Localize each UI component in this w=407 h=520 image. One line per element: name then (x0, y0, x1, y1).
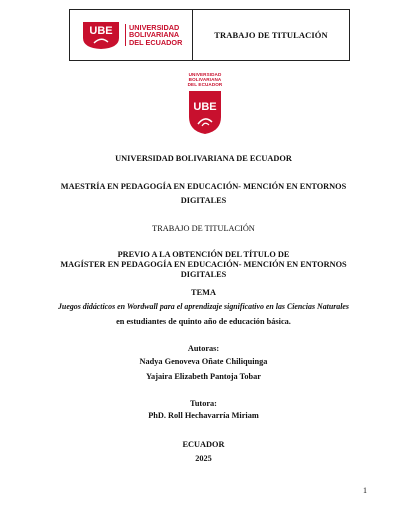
university-seal (185, 73, 225, 141)
year: 2025 (195, 454, 212, 463)
page-header (69, 9, 350, 61)
country: ECUADOR (182, 440, 225, 449)
page-number: 1 (363, 486, 367, 495)
topic-line-2: en estudiantes de quinto año de educación básica. (116, 317, 291, 326)
topic-label: TEMA (191, 288, 216, 297)
svg-text:UBE: UBE (89, 25, 113, 37)
header-logo-line: UNIVERSIDAD (129, 23, 180, 33)
seal-line: UNIVERSIDAD (188, 72, 222, 77)
seal-line: BOLIVARIANA (188, 76, 222, 82)
tutor-name: PhD. Roll Hechavarría Miriam (148, 411, 259, 420)
degree-line-2: MAGÍSTER EN PEDAGOGÍA EN EDUCACIÓN- MENCIÓN EN ENTORNOS (60, 260, 347, 269)
header-title: TRABAJO DE TITULACIÓN (214, 30, 328, 40)
header-logo-line: BOLIVARIANA (129, 30, 180, 40)
university-name: UNIVERSIDAD BOLIVARIANA DE ECUADOR (115, 154, 292, 163)
tutor-label: Tutora: (190, 399, 217, 408)
ube-seal-shield-icon (187, 89, 223, 135)
authors-label: Autoras: (187, 344, 220, 353)
ube-shield-logo (81, 20, 121, 50)
svg-text:UBE: UBE (193, 101, 217, 114)
seal-university-name (188, 73, 223, 87)
work-type: TRABAJO DE TITULACIÓN (152, 224, 255, 233)
degree-line-1: PREVIO A LA OBTENCIÓN DEL TÍTULO DE (117, 250, 290, 259)
master-program-line-2: DIGITALES (180, 196, 227, 205)
degree-line-3: DIGITALES (180, 270, 227, 279)
header-logo-line: DEL ECUADOR (129, 37, 183, 47)
seal-line: DEL ECUADOR (187, 81, 223, 87)
header-university-name (125, 24, 182, 46)
header-logo (70, 10, 193, 60)
master-program-line-1: MAESTRÍA EN PEDAGOGÍA EN EDUCACIÓN- MENCIÓN EN ENTORNOS (60, 182, 347, 191)
topic-line-1: Juegos didácticos en Wordwall para el aprendizaje significativo en las Ciencias Naturales (57, 302, 349, 311)
author-1: Nadya Genoveva Oñate Chiliquinga (139, 357, 268, 366)
author-2: Yajaira Elizabeth Pantoja Tobar (145, 372, 261, 381)
